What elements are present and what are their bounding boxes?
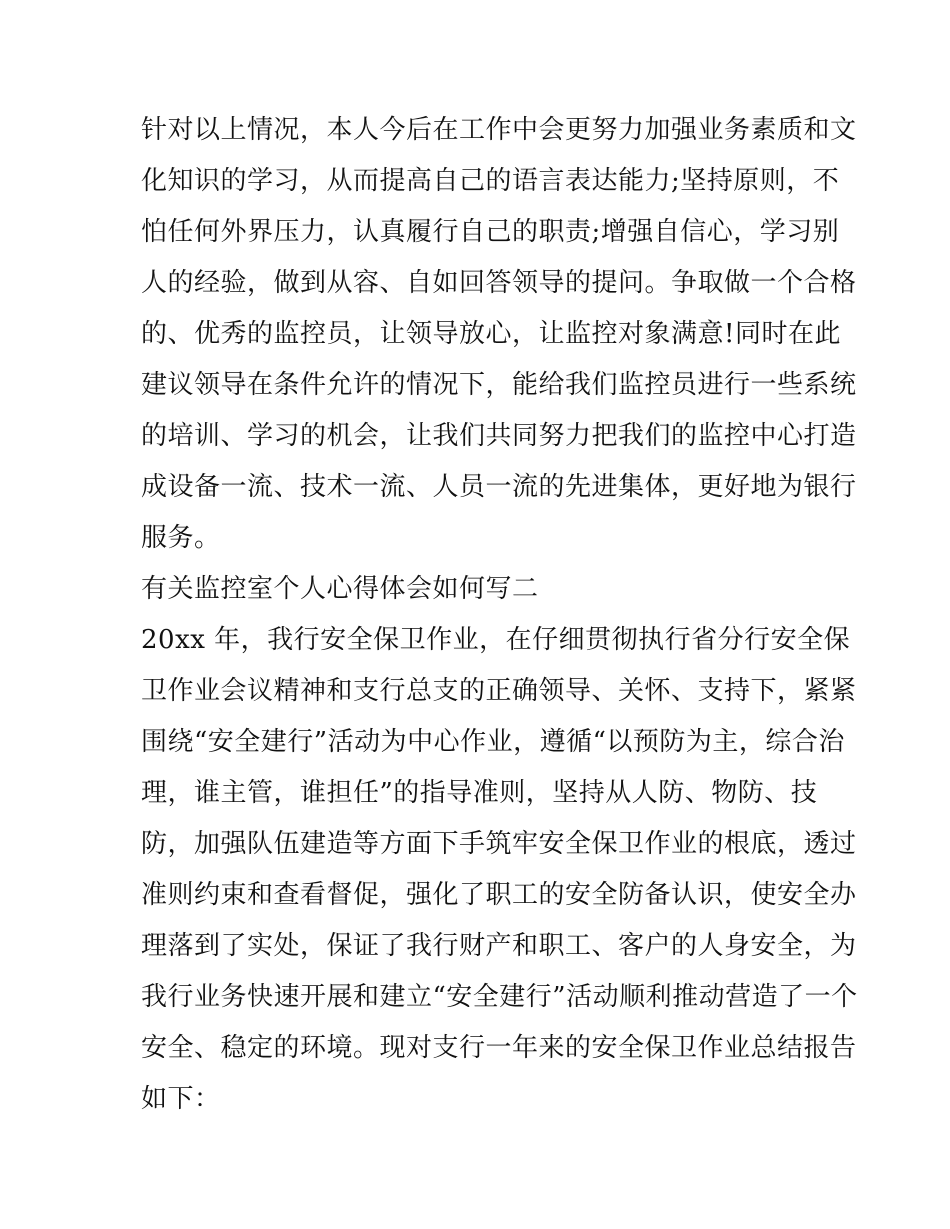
paragraph-line: 我行业务快速开展和建立“安全建行”活动顺利推动营造了一个 [141, 982, 858, 1012]
paragraph-line: 的、优秀的监控员，让领导放心，让监控对象满意!同时在此 [141, 319, 841, 349]
paragraph-line: 安全、稳定的环境。现对支行一年来的安全保卫作业总结报告 [141, 1033, 857, 1063]
paragraph-line: 20xx 年，我行安全保卫作业，在仔细贯彻执行省分行安全保 [141, 625, 851, 655]
paragraph-line: 理，谁主管，谁担任”的指导准则，坚持从人防、物防、技 [141, 778, 818, 808]
section-heading: 有关监控室个人心得体会如何写二 [141, 574, 539, 604]
paragraph-line: 防，加强队伍建造等方面下手筑牢安全保卫作业的根底，透过 [141, 829, 857, 859]
paragraph-line: 服务。 [141, 523, 221, 553]
paragraph-line: 化知识的学习，从而提高自己的语言表达能力;坚持原则，不 [141, 166, 840, 196]
paragraph-line: 围绕“安全建行”活动为中心作业，遵循“以预防为主，综合治 [141, 727, 845, 757]
paragraph-line: 怕任何外界压力，认真履行自己的职责;增强自信心，学习别 [141, 217, 840, 247]
paragraph-line: 如下： [141, 1084, 221, 1114]
paragraph-line: 卫作业会议精神和支行总支的正确领导、关怀、支持下，紧紧 [141, 676, 857, 706]
paragraph-line: 建议领导在条件允许的情况下，能给我们监控员进行一些系统 [141, 370, 857, 400]
paragraph-line: 人的经验，做到从容、自如回答领导的提问。争取做一个合格 [141, 268, 857, 298]
paragraph-line: 针对以上情况，本人今后在工作中会更努力加强业务素质和文 [141, 115, 857, 145]
paragraph-line: 准则约束和查看督促，强化了职工的安全防备认识，使安全办 [141, 880, 857, 910]
paragraph-line: 的培训、学习的机会，让我们共同努力把我们的监控中心打造 [141, 421, 857, 451]
paragraph-line: 成设备一流、技术一流、人员一流的先进集体，更好地为银行 [141, 472, 857, 502]
paragraph-line: 理落到了实处，保证了我行财产和职工、客户的人身安全，为 [141, 931, 857, 961]
